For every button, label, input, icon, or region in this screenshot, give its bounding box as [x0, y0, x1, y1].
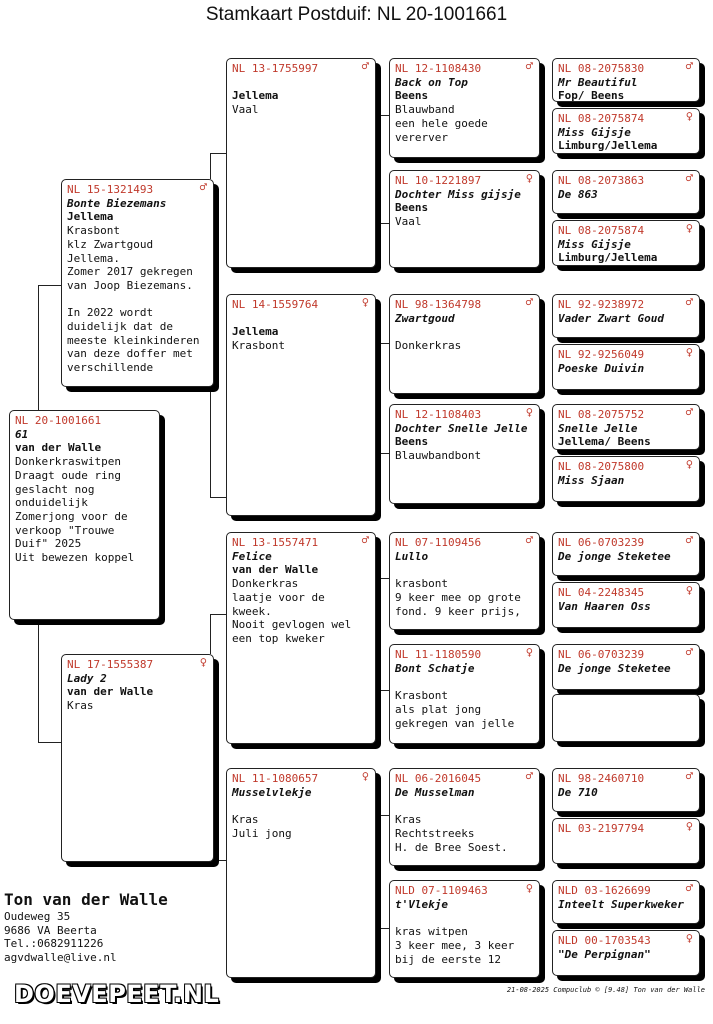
note-line: 3 keer mee, 3 keer [395, 938, 515, 952]
spacer [232, 312, 370, 326]
connector [375, 578, 389, 579]
pigeon-name: Lullo [395, 549, 429, 563]
connector [210, 153, 226, 154]
pigeon-card-ff[interactable] [226, 58, 376, 268]
note-line: meeste kleinkinderen [67, 333, 200, 347]
male-icon: ♂ [525, 59, 533, 73]
ring-number: NL 08-2075830 [558, 62, 645, 75]
pigeon-card-mff[interactable] [389, 532, 540, 630]
ring-number: NL 98-2460710 [558, 772, 645, 785]
male-icon: ♂ [685, 59, 693, 73]
ring-number: NL 92-9238972 [558, 298, 645, 311]
pigeon-owner: Jellema [67, 210, 114, 224]
note-line: Zomerjong voor de [15, 509, 128, 523]
ring-number: NL 04-2248345 [558, 586, 645, 599]
pigeon-name: "De Perpignan" [558, 947, 651, 961]
male-icon: ♂ [685, 881, 693, 895]
pigeon-name: De jonge Steketee [558, 549, 671, 563]
note-line: Zomer 2017 gekregen [67, 265, 193, 279]
spacer [395, 325, 534, 339]
note-line: Blauwbandbont [395, 449, 482, 463]
note-line: klz Zwartgoud [67, 237, 154, 251]
ring-number: NL 12-1108403 [395, 408, 482, 421]
pigeon-name: Zwartgoud [395, 311, 455, 325]
pigeon-name: Musselvlekje [232, 785, 312, 799]
breeder-city: 9686 VA Beerta [4, 923, 97, 937]
pigeon-name: Inteelt Superkweker [558, 897, 684, 911]
male-icon: ♂ [685, 171, 693, 185]
female-icon: ♀ [685, 221, 693, 235]
ring-number: NLD 07-1109463 [395, 884, 488, 897]
note-line: kras witpen [395, 925, 468, 939]
pigeon-name: Vader Zwart Goud [558, 311, 664, 325]
pigeon-card-mfm[interactable] [389, 644, 540, 744]
pigeon-card-g1[interactable] [552, 58, 700, 102]
page-title: Stamkaart Postduif: NL 20-1001661 [205, 4, 508, 25]
male-icon: ♂ [685, 645, 693, 659]
note-line: Juli jong [232, 826, 292, 840]
pigeon-name: Miss Sjaan [558, 473, 625, 487]
breeder-email: agvdwalle@live.nl [4, 950, 117, 964]
female-icon: ♀ [361, 295, 369, 309]
ring-number: NL 11-1080657 [232, 772, 319, 785]
pigeon-card-g15[interactable] [552, 880, 700, 924]
pigeon-name: Back on Top [395, 75, 468, 89]
connector [375, 928, 389, 929]
pigeon-card-fff[interactable] [389, 58, 540, 158]
note-line: Donkerkras [395, 339, 462, 353]
note-line: Donkerkraswitpen [15, 455, 121, 469]
pigeon-card-g7[interactable] [552, 404, 700, 450]
ring-number: NL 08-2075874 [558, 224, 645, 237]
female-icon: ♀ [685, 109, 693, 123]
ring-number: NL 13-1557471 [232, 536, 319, 549]
connector [375, 815, 389, 816]
connector [375, 690, 389, 691]
spacer [395, 911, 534, 925]
spacer [232, 799, 370, 813]
note-line: Krasbont [395, 689, 448, 703]
breeder-info [4, 890, 168, 964]
ring-number: NL 20-1001661 [15, 414, 102, 427]
ring-number: NLD 00-1703543 [558, 934, 651, 947]
pigeon-owner: van der Walle [67, 685, 154, 699]
note-line: In 2022 wordt [67, 306, 154, 320]
male-icon: ♂ [361, 533, 369, 547]
pigeon-name: Bonte Biezemans [67, 196, 167, 210]
pigeon-card-ffm[interactable] [389, 170, 540, 268]
spacer [395, 799, 534, 813]
ring-number: NL 12-1108430 [395, 62, 482, 75]
note-line: Duif" 2025 [15, 537, 82, 551]
pigeon-card-g3[interactable] [552, 170, 700, 214]
pigeon-name: Miss Gijsje [558, 125, 631, 139]
pigeon-name: De 863 [558, 187, 598, 201]
note-line: Draagt oude ring [15, 468, 121, 482]
pigeon-name: Snelle Jelle [558, 421, 638, 435]
pigeon-card-father[interactable] [61, 179, 214, 387]
pigeon-name: Bont Schatje [395, 661, 475, 675]
pigeon-card-fmm[interactable] [389, 404, 540, 504]
female-icon: ♀ [525, 405, 533, 419]
note-line: laatje voor de [232, 590, 325, 604]
pigeon-name: Van Haaren Oss [558, 599, 651, 613]
pigeon-name: De 710 [558, 785, 598, 799]
female-icon: ♀ [199, 655, 207, 669]
pigeon-owner: Jellema [232, 325, 279, 339]
connector [38, 614, 39, 742]
ring-number: NL 13-1755997 [232, 62, 319, 75]
note-line: 9 keer mee op grote [395, 590, 521, 604]
note-line: H. de Bree Soest. [395, 840, 508, 854]
pigeon-card-mmf[interactable] [389, 768, 540, 866]
pigeon-owner: Jellema/ Beens [558, 435, 651, 449]
pigeon-card-g16[interactable] [552, 930, 700, 976]
spacer [232, 76, 370, 90]
note-line: als plat jong [395, 702, 482, 716]
male-icon: ♂ [525, 533, 533, 547]
breeder-street: Oudeweg 35 [4, 910, 71, 923]
female-icon: ♀ [685, 457, 693, 471]
female-icon: ♀ [525, 881, 533, 895]
note-line: bij de eerste 12 [395, 952, 501, 966]
site-logo: DOEVEPEET.NL [14, 980, 220, 1008]
note-line: Kras [232, 813, 259, 827]
pigeon-owner: van der Walle [15, 441, 102, 455]
note-line: Uit bewezen koppel [15, 551, 135, 565]
pigeon-card-g5[interactable] [552, 294, 700, 338]
pigeon-name: Felice [232, 549, 272, 563]
pigeon-owner: Jellema [232, 89, 279, 103]
connector [210, 497, 226, 498]
pigeon-owner: Beens [395, 435, 429, 449]
note-line: Krasbont [232, 339, 285, 353]
note-line: van deze doffer met [67, 347, 193, 361]
female-icon: ♀ [525, 645, 533, 659]
ring-number: NL 08-2073863 [558, 174, 645, 187]
note-line: Krasbont [67, 224, 120, 238]
ring-number: NL 06-0703239 [558, 648, 645, 661]
pigeon-card-mother[interactable] [61, 654, 214, 862]
ring-number: NL 06-0703239 [558, 536, 645, 549]
female-icon: ♀ [685, 931, 693, 945]
note-line: Vaal [395, 215, 422, 229]
note-line: Rechtstreeks [395, 826, 475, 840]
pigeon-name: Miss Gijsje [558, 237, 631, 251]
pigeon-name: Dochter Miss gijsje [395, 187, 521, 201]
ring-number: NL 06-2016045 [395, 772, 482, 785]
ring-number: NL 10-1221897 [395, 174, 482, 187]
pigeon-name: Dochter Snelle Jelle [395, 421, 528, 435]
spacer [395, 675, 534, 689]
pigeon-owner: Limburg/Jellema [558, 251, 658, 265]
female-icon: ♀ [685, 583, 693, 597]
connector [375, 343, 389, 344]
note-line: krasbont [395, 577, 448, 591]
female-icon: ♀ [361, 769, 369, 783]
pigeon-card-g2[interactable] [552, 108, 700, 154]
connector [375, 453, 389, 454]
breeder-name: Ton van der Walle [4, 890, 168, 909]
pigeon-owner: van der Walle [232, 563, 319, 577]
connector [210, 153, 211, 179]
spacer [395, 563, 534, 577]
note-line: Nooit gevlogen wel [232, 618, 352, 632]
breeder-phone: Tel.:0682911226 [4, 937, 104, 950]
connector [375, 115, 389, 116]
note-line: gekregen van jelle [395, 716, 515, 730]
pigeon-name: Mr Beautiful [558, 75, 638, 89]
ring-number: NL 07-1109456 [395, 536, 482, 549]
female-icon: ♀ [685, 345, 693, 359]
male-icon: ♂ [525, 769, 533, 783]
ring-number: NL 08-2075874 [558, 112, 645, 125]
female-icon: ♀ [525, 171, 533, 185]
pigeon-owner: Beens [395, 89, 429, 103]
note-line: Jellema. [67, 251, 120, 265]
note-line: een hele goede [395, 116, 488, 130]
ring-number: NL 08-2075752 [558, 408, 645, 421]
pigeon-card-mmm[interactable] [389, 880, 540, 978]
connector [210, 387, 211, 497]
note-line: duidelijk dat de [67, 320, 173, 334]
note-line: verkoop "Trouwe [15, 523, 115, 537]
male-icon: ♂ [685, 769, 693, 783]
ring-number: NL 08-2075800 [558, 460, 645, 473]
note-line: fond. 9 keer prijs, [395, 604, 521, 618]
pigeon-card-g12[interactable] [552, 694, 700, 742]
pigeon-owner: Limburg/Jellema [558, 139, 658, 153]
note-line: geslacht nog [15, 482, 95, 496]
ring-number: NL 14-1559764 [232, 298, 319, 311]
ring-number: NL 17-1555387 [67, 658, 154, 671]
connector [38, 742, 61, 743]
pigeon-card-g9[interactable] [552, 532, 700, 576]
connector [210, 614, 226, 615]
pigeon-owner: Fop/ Beens [558, 89, 625, 102]
pigeon-card-g6[interactable] [552, 344, 700, 390]
note-line: van Joop Biezemans. [67, 278, 193, 292]
male-icon: ♂ [199, 180, 207, 194]
connector [38, 285, 61, 286]
ring-number: NL 92-9256049 [558, 348, 645, 361]
pigeon-card-fm[interactable] [226, 294, 376, 516]
pigeon-name: Poeske Duivin [558, 361, 645, 375]
pigeon-card-mm[interactable] [226, 768, 376, 978]
ring-number: NL 11-1180590 [395, 648, 482, 661]
connector [375, 223, 389, 224]
pigeon-name: De Musselman [395, 785, 475, 799]
note-line: vererver [395, 130, 448, 144]
connector [210, 614, 211, 654]
pigeon-name: De jonge Steketee [558, 661, 671, 675]
note-line: een top kweker [232, 631, 325, 645]
male-icon: ♂ [685, 533, 693, 547]
pigeon-card-g14[interactable] [552, 818, 700, 864]
male-icon: ♂ [525, 295, 533, 309]
pigeon-card-main[interactable] [9, 410, 160, 620]
ring-number: NL 15-1321493 [67, 183, 154, 196]
pigeon-card-mf[interactable] [226, 532, 376, 744]
note-line: Kras [67, 699, 94, 713]
male-icon: ♂ [685, 405, 693, 419]
pigeon-card-fmf[interactable] [389, 294, 540, 394]
note-line: Kras [395, 813, 422, 827]
male-icon: ♂ [685, 295, 693, 309]
ring-number: NLD 03-1626699 [558, 884, 651, 897]
pigeon-name: 61 [15, 427, 29, 441]
pigeon-card-g4[interactable] [552, 220, 700, 266]
female-icon: ♀ [685, 819, 693, 833]
note-line: Blauwband [395, 103, 455, 117]
spacer [67, 293, 208, 307]
connector [38, 285, 39, 410]
note-line: verschillende [67, 361, 154, 375]
ring-number: NL 03-2197794 [558, 822, 645, 835]
note-line: onduidelijk [15, 496, 88, 510]
pigeon-card-g11[interactable] [552, 644, 700, 690]
ring-number: NL 98-1364798 [395, 298, 482, 311]
note-line: kweek. [232, 604, 272, 618]
pigeon-owner: Beens [395, 201, 429, 215]
pigeon-name: Lady 2 [67, 671, 107, 685]
pigeon-name: t'Vlekje [395, 897, 448, 911]
pigeon-card-g8[interactable] [552, 456, 700, 502]
note-line: Donkerkras [232, 577, 299, 591]
pigeon-card-g10[interactable] [552, 582, 700, 628]
note-line: Vaal [232, 103, 259, 117]
male-icon: ♂ [361, 59, 369, 73]
pigeon-card-g13[interactable] [552, 768, 700, 812]
footer-text: 21-08-2025 Compuclub © [9.48] Ton van der Walle [506, 986, 705, 994]
